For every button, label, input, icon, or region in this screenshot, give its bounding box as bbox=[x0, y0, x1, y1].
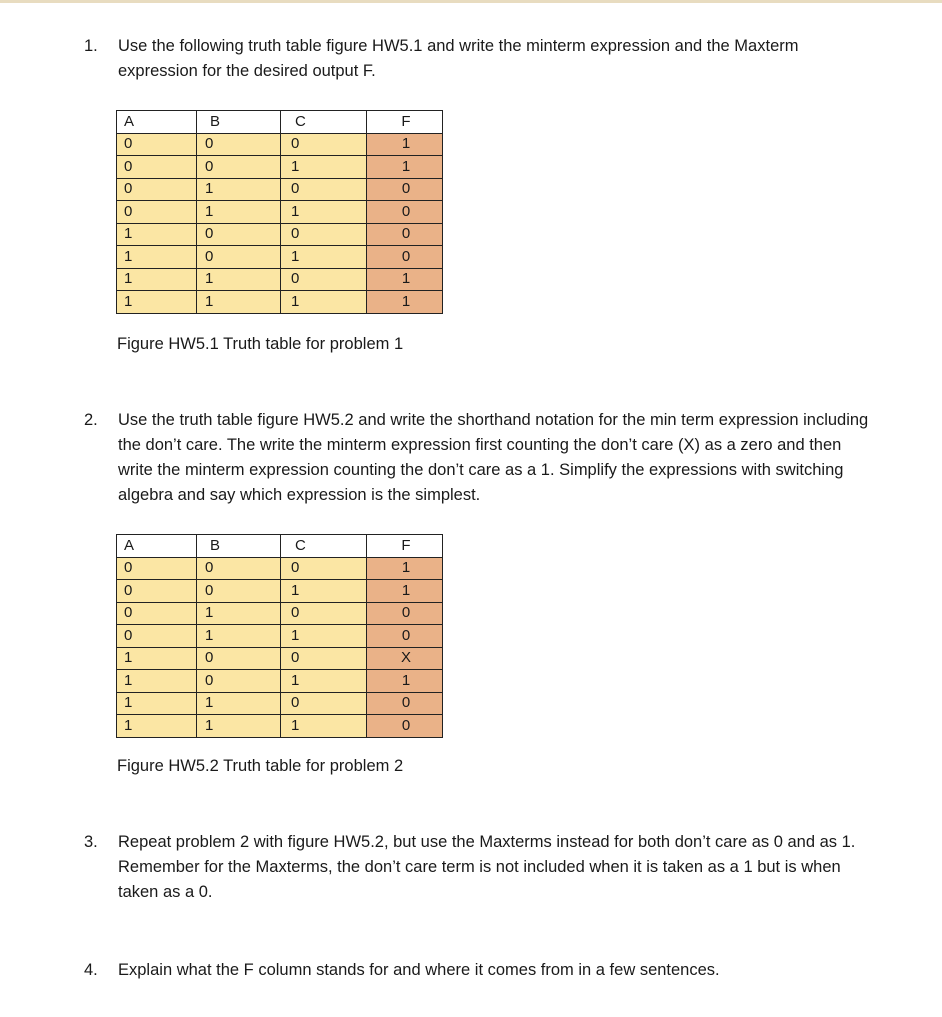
header-a: A bbox=[117, 111, 197, 134]
truth-table-hw5-1 bbox=[116, 110, 443, 314]
header-c: C bbox=[281, 535, 367, 558]
cell-b: 1 bbox=[197, 178, 281, 201]
cell-b: 0 bbox=[197, 133, 281, 156]
problem-3-number: 3. bbox=[84, 833, 98, 851]
table-row bbox=[117, 602, 443, 625]
cell-f: 1 bbox=[367, 557, 443, 580]
problem-1 bbox=[84, 34, 874, 84]
page-top-border bbox=[0, 0, 942, 3]
cell-b: 0 bbox=[197, 557, 281, 580]
cell-b: 0 bbox=[197, 246, 281, 269]
cell-a: 1 bbox=[117, 223, 197, 246]
cell-b: 0 bbox=[197, 156, 281, 179]
problem-4-number: 4. bbox=[84, 961, 98, 979]
cell-b: 1 bbox=[197, 201, 281, 224]
cell-a: 0 bbox=[117, 602, 197, 625]
cell-b: 1 bbox=[197, 692, 281, 715]
table-row bbox=[117, 223, 443, 246]
figure-caption-hw5-1: Figure HW5.1 Truth table for problem 1 bbox=[117, 335, 404, 353]
table-row bbox=[117, 715, 443, 738]
table-row bbox=[117, 580, 443, 603]
table-row bbox=[117, 268, 443, 291]
table-header-row bbox=[117, 111, 443, 134]
table-row bbox=[117, 246, 443, 269]
table-header-row bbox=[117, 535, 443, 558]
cell-a: 0 bbox=[117, 178, 197, 201]
cell-a: 1 bbox=[117, 715, 197, 738]
table-row bbox=[117, 156, 443, 179]
header-a: A bbox=[117, 535, 197, 558]
cell-a: 0 bbox=[117, 580, 197, 603]
cell-c: 1 bbox=[281, 715, 367, 738]
cell-c: 1 bbox=[281, 670, 367, 693]
cell-f: 1 bbox=[367, 670, 443, 693]
problem-3 bbox=[84, 830, 874, 905]
cell-a: 1 bbox=[117, 670, 197, 693]
cell-c: 1 bbox=[281, 291, 367, 314]
cell-b: 1 bbox=[197, 602, 281, 625]
table-row bbox=[117, 625, 443, 648]
cell-c: 0 bbox=[281, 223, 367, 246]
table-row bbox=[117, 178, 443, 201]
cell-f: 1 bbox=[367, 291, 443, 314]
cell-a: 1 bbox=[117, 647, 197, 670]
cell-c: 1 bbox=[281, 625, 367, 648]
truth-table-hw5-2 bbox=[116, 534, 443, 738]
header-b: B bbox=[197, 535, 281, 558]
table-row bbox=[117, 647, 443, 670]
cell-c: 1 bbox=[281, 580, 367, 603]
cell-b: 0 bbox=[197, 580, 281, 603]
header-c: C bbox=[281, 111, 367, 134]
header-f: F bbox=[367, 111, 443, 134]
cell-f: X bbox=[367, 647, 443, 670]
table-row bbox=[117, 670, 443, 693]
cell-b: 1 bbox=[197, 268, 281, 291]
table-row bbox=[117, 133, 443, 156]
header-f: F bbox=[367, 535, 443, 558]
cell-a: 1 bbox=[117, 692, 197, 715]
cell-b: 1 bbox=[197, 291, 281, 314]
cell-c: 1 bbox=[281, 156, 367, 179]
problem-2-number: 2. bbox=[84, 411, 98, 429]
problem-2 bbox=[84, 408, 874, 508]
problem-3-text: Repeat problem 2 with figure HW5.2, but use the Maxterms instead for both don’t care as 0 and as 1. Remember for the Maxterms, the don’t care term is not included when it is taken as a 1 but is when taken as a 0. bbox=[118, 833, 856, 901]
cell-c: 1 bbox=[281, 246, 367, 269]
cell-f: 0 bbox=[367, 223, 443, 246]
cell-a: 0 bbox=[117, 156, 197, 179]
cell-a: 1 bbox=[117, 291, 197, 314]
cell-a: 0 bbox=[117, 557, 197, 580]
header-b: B bbox=[197, 111, 281, 134]
cell-b: 1 bbox=[197, 625, 281, 648]
cell-c: 0 bbox=[281, 602, 367, 625]
table-row bbox=[117, 291, 443, 314]
problem-4 bbox=[84, 958, 874, 983]
cell-a: 1 bbox=[117, 246, 197, 269]
cell-f: 0 bbox=[367, 201, 443, 224]
cell-c: 0 bbox=[281, 557, 367, 580]
cell-b: 0 bbox=[197, 647, 281, 670]
table-row bbox=[117, 557, 443, 580]
table-row bbox=[117, 201, 443, 224]
cell-a: 0 bbox=[117, 625, 197, 648]
cell-f: 1 bbox=[367, 268, 443, 291]
cell-f: 1 bbox=[367, 156, 443, 179]
problem-2-text: Use the truth table figure HW5.2 and write the shorthand notation for the min term expression including the don’t care. The write the minterm expression first counting the don’t care (X) as a zero and then write the minterm expression counting the don’t care as a 1. Simplify the expressions with switching algebra and say which expression is the simplest. bbox=[118, 411, 869, 504]
figure-caption-hw5-2: Figure HW5.2 Truth table for problem 2 bbox=[117, 757, 404, 775]
problem-4-text: Explain what the F column stands for and where it comes from in a few sentences. bbox=[118, 961, 720, 979]
cell-c: 0 bbox=[281, 133, 367, 156]
table-row bbox=[117, 692, 443, 715]
problem-1-number: 1. bbox=[84, 37, 98, 55]
cell-c: 0 bbox=[281, 268, 367, 291]
cell-f: 0 bbox=[367, 692, 443, 715]
cell-a: 0 bbox=[117, 201, 197, 224]
cell-b: 0 bbox=[197, 223, 281, 246]
cell-f: 0 bbox=[367, 246, 443, 269]
cell-f: 0 bbox=[367, 625, 443, 648]
cell-f: 0 bbox=[367, 715, 443, 738]
cell-f: 0 bbox=[367, 178, 443, 201]
problem-1-text: Use the following truth table figure HW5.1 and write the minterm expression and the Maxterm expression for the desired output F. bbox=[118, 37, 799, 80]
cell-c: 0 bbox=[281, 178, 367, 201]
cell-c: 0 bbox=[281, 647, 367, 670]
cell-f: 1 bbox=[367, 580, 443, 603]
cell-b: 0 bbox=[197, 670, 281, 693]
cell-a: 1 bbox=[117, 268, 197, 291]
cell-b: 1 bbox=[197, 715, 281, 738]
cell-f: 0 bbox=[367, 602, 443, 625]
cell-c: 1 bbox=[281, 201, 367, 224]
cell-a: 0 bbox=[117, 133, 197, 156]
cell-f: 1 bbox=[367, 133, 443, 156]
cell-c: 0 bbox=[281, 692, 367, 715]
